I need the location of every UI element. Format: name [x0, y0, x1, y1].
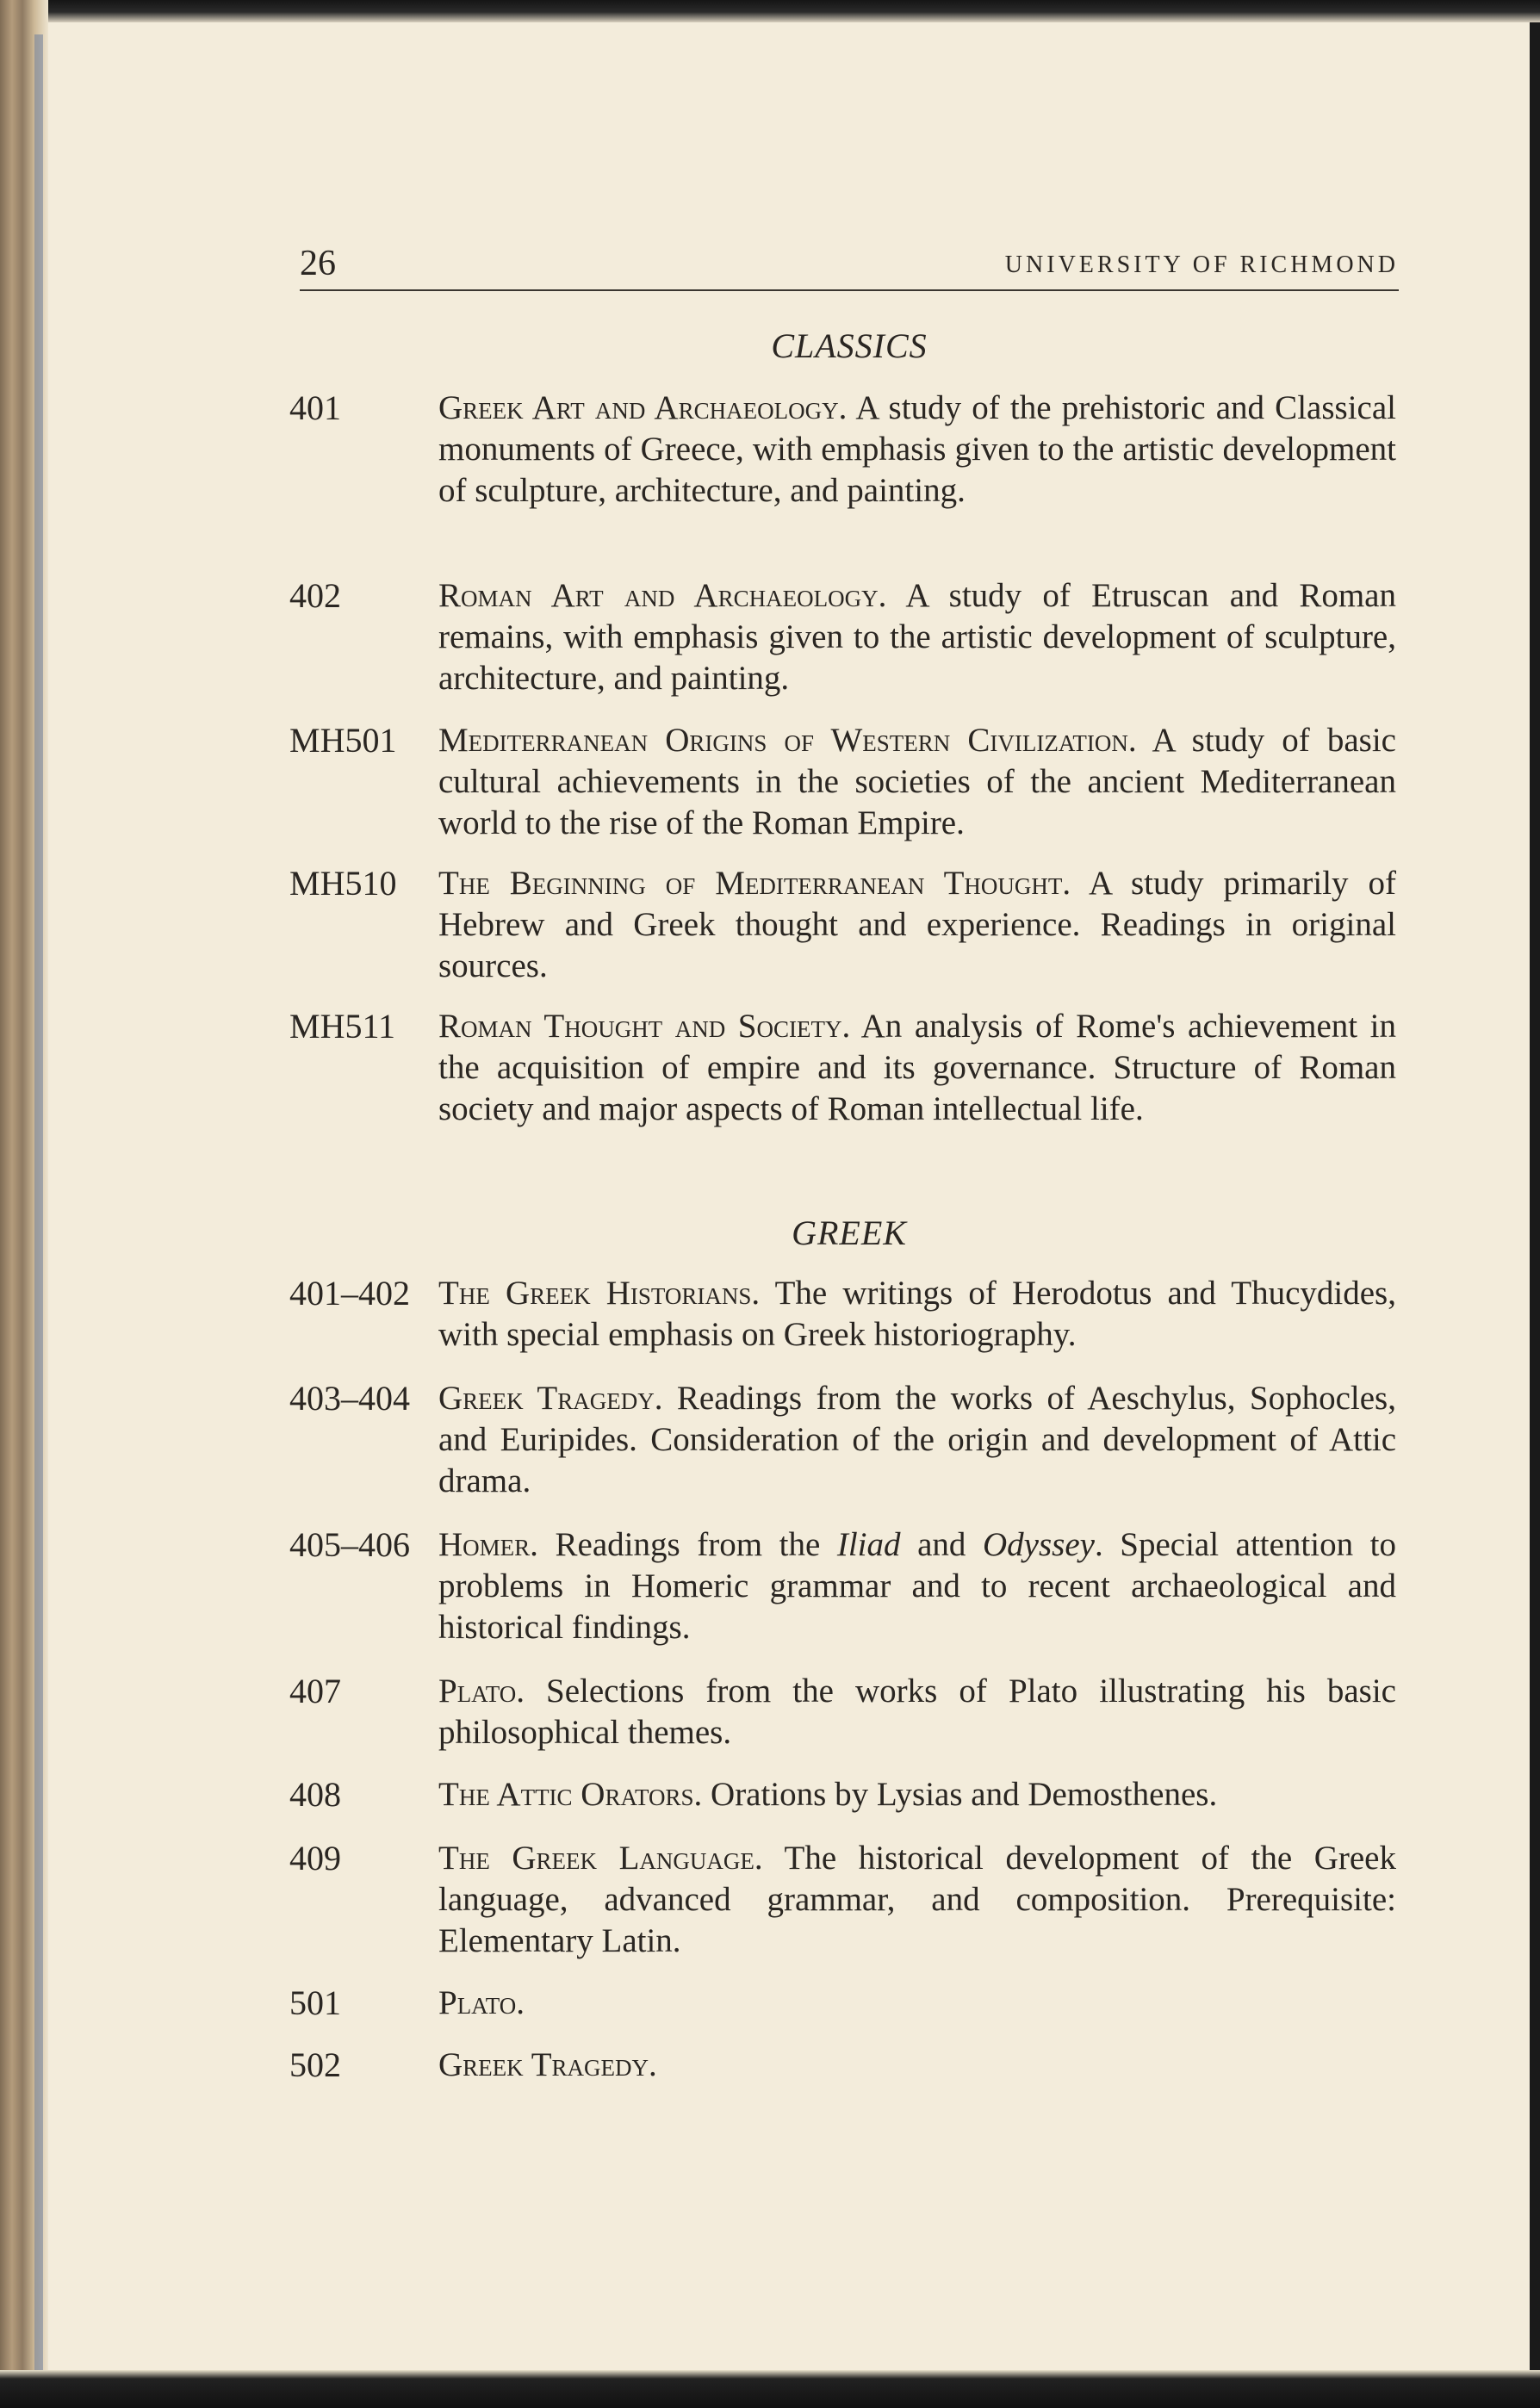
- course-text: . Special attention to problems in Homeric grammar and to recent archaeological and historical findings.: [438, 1526, 1397, 1646]
- course-description: [438, 1983, 1396, 2024]
- course-title: Greek Tragedy.: [438, 2046, 657, 2083]
- course-title: The Greek Historians.: [438, 1275, 761, 1312]
- binding-stripe: [34, 34, 43, 2374]
- course-text-italic: Iliad: [836, 1526, 901, 1563]
- course-title: The Attic Orators.: [438, 1776, 703, 1813]
- course-number: 402: [289, 576, 341, 615]
- course-number: 409: [289, 1839, 341, 1877]
- course-title: Plato.: [438, 1673, 525, 1710]
- course-description: [438, 1671, 1396, 1753]
- course-description: [438, 720, 1396, 844]
- page-number: 26: [300, 244, 336, 283]
- page-header: [300, 243, 1399, 291]
- course-description: [438, 1378, 1396, 1502]
- running-head: UNIVERSITY OF RICHMOND: [1004, 251, 1399, 278]
- course-number: 502: [289, 2045, 341, 2084]
- course-number: 501: [289, 1983, 341, 2022]
- course-text: Readings from the works of Aeschylus, Sophocles, and Euripides. Consideration of the origin and development of Attic drama.: [438, 1380, 1396, 1499]
- course-text: The historical development of the Greek language, advanced grammar, and composition. Prerequisite: Elementary Latin.: [438, 1840, 1396, 1959]
- course-number: 408: [289, 1775, 341, 1814]
- course-description: [438, 2045, 1396, 2086]
- course-text: The writings of Herodotus and Thucydides, with special emphasis on Greek historiography.: [438, 1275, 1396, 1353]
- course-text: A study primarily of Hebrew and Greek thought and experience. Readings in original sources.: [438, 865, 1396, 984]
- page: [31, 19, 1530, 2379]
- course-description: [438, 1774, 1396, 1815]
- course-description: [438, 1273, 1396, 1356]
- course-text: An analysis of Rome's achievement in the acquisition of empire and its governance. Structure of Roman society and major aspects of Roman intellectual life.: [438, 1008, 1396, 1127]
- course-title: The Greek Language.: [438, 1840, 763, 1877]
- course-text: Selections from the works of Plato illustrating his basic philosophical themes.: [438, 1673, 1396, 1751]
- course-number: 407: [289, 1672, 341, 1710]
- course-text: and: [900, 1526, 983, 1563]
- course-description: [438, 388, 1396, 512]
- course-description: [438, 1006, 1396, 1130]
- course-title: Greek Tragedy.: [438, 1380, 663, 1417]
- course-description: [438, 863, 1396, 987]
- course-description: [438, 575, 1396, 699]
- course-title: Roman Art and Archaeology.: [438, 577, 887, 614]
- course-text: A study of Etruscan and Roman remains, with emphasis given to the artistic development of sculpture, architecture, and painting.: [438, 577, 1396, 697]
- course-text: A study of basic cultural achievements in the societies of the ancient Mediterranean world to the rise of the Roman Empire.: [438, 722, 1396, 841]
- course-text: A study of the prehistoric and Classical monuments of Greece, with emphasis given to the artistic development of sculpture, architecture, and painting.: [438, 389, 1396, 509]
- course-number: 403–404: [289, 1379, 410, 1418]
- course-title: Roman Thought and Society.: [438, 1008, 851, 1045]
- course-title: Plato.: [438, 1984, 525, 2021]
- course-number: 401: [289, 388, 341, 427]
- course-title: The Beginning of Mediterranean Thought.: [438, 865, 1071, 902]
- course-text: Orations by Lysias and Demosthenes.: [702, 1776, 1218, 1813]
- course-text-italic: Odyssey: [982, 1526, 1095, 1563]
- course-title: Mediterranean Origins of Western Civilization.: [438, 722, 1137, 759]
- section-title-classics: CLASSICS: [771, 326, 928, 365]
- course-number: 405–406: [289, 1525, 410, 1564]
- course-number: 401–402: [289, 1274, 410, 1313]
- course-number: MH510: [289, 864, 397, 903]
- course-description: [438, 1524, 1396, 1648]
- course-description: [438, 1838, 1396, 1962]
- section-title-greek: GREEK: [792, 1213, 907, 1252]
- course-title: Homer.: [438, 1526, 538, 1563]
- course-number: MH511: [289, 1007, 395, 1046]
- course-number: MH501: [289, 721, 397, 760]
- bottom-edge: [0, 2370, 1540, 2408]
- course-title: Greek Art and Archaeology.: [438, 389, 848, 426]
- course-text: Readings from the: [537, 1526, 837, 1563]
- top-edge: [0, 0, 1540, 22]
